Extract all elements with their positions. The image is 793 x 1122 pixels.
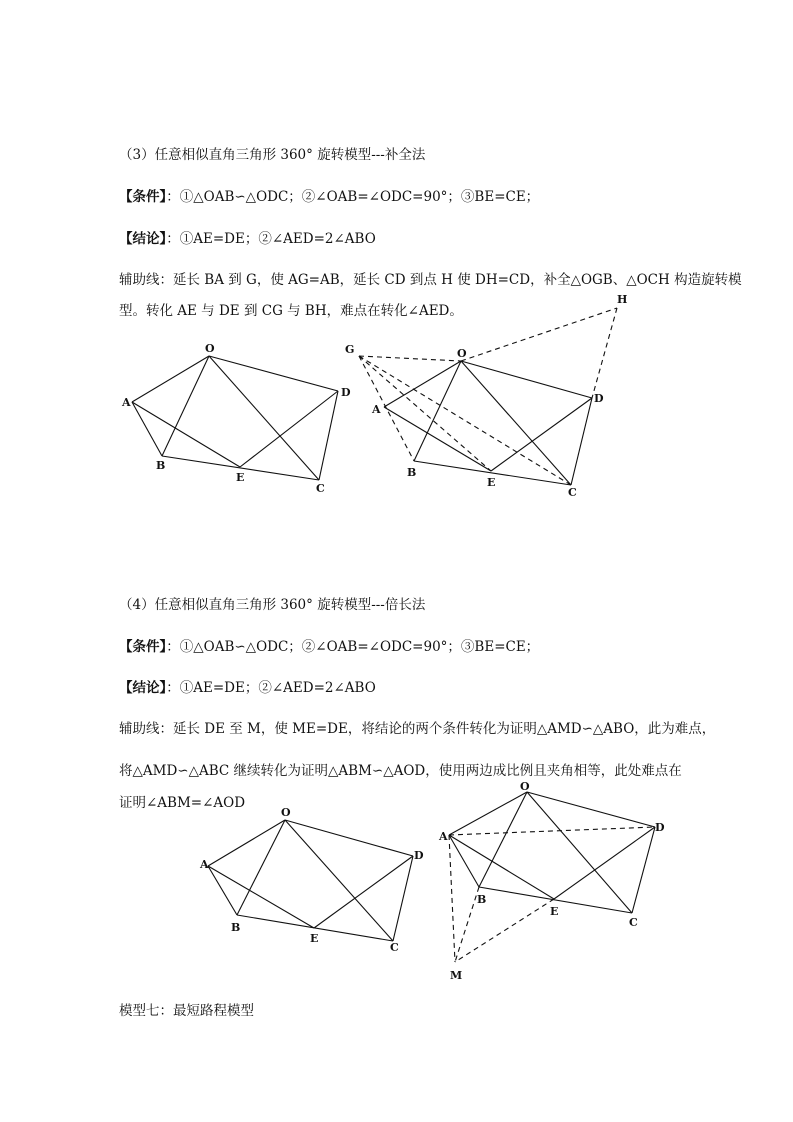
- condition-label: 【条件】: [119, 189, 167, 205]
- segment-OB: [162, 356, 209, 456]
- label-C: C: [390, 941, 399, 954]
- segment-OA: [132, 356, 209, 402]
- figure-3: [199, 806, 424, 954]
- label-B: B: [156, 459, 166, 472]
- figure-1: [121, 342, 351, 495]
- segment-GC: [359, 356, 571, 485]
- conclusion-label: 【结论】: [119, 680, 167, 696]
- segment-OD: [285, 820, 413, 856]
- segment-OB: [479, 792, 527, 887]
- segment-OC: [461, 361, 571, 485]
- label-D: D: [414, 849, 424, 862]
- label-O: O: [457, 347, 467, 360]
- section3-aux-line-1: 辅助线：延长 BA 到 G，使 AG=AB，延长 CD 到点 H 使 DH=CD，补全△OGB、△OCH 构造旋转模: [119, 272, 742, 288]
- label-M: M: [450, 969, 463, 982]
- segment-OD: [527, 792, 655, 827]
- condition-text: ：①△OAB∽△ODC；②∠OAB=∠ODC=90°；③BE=CE；: [166, 189, 540, 205]
- label-C: C: [629, 916, 638, 929]
- segment-AE: [384, 407, 491, 471]
- label-C: C: [568, 486, 577, 499]
- segment-EM: [455, 899, 554, 962]
- segment-OA: [384, 361, 461, 407]
- segment-AD: [449, 827, 655, 835]
- figure-4: [438, 780, 665, 982]
- segment-AE: [449, 835, 554, 899]
- segment-BM: [455, 887, 479, 962]
- label-C: C: [316, 482, 325, 495]
- label-A: A: [122, 396, 131, 409]
- label-O: O: [205, 342, 215, 355]
- segment-OA: [449, 792, 527, 835]
- segment-DC: [632, 827, 655, 913]
- label-D: D: [341, 386, 351, 399]
- label-G: G: [345, 343, 355, 356]
- segment-OB: [414, 361, 461, 461]
- segment-DE: [554, 827, 655, 899]
- segment-OH: [461, 308, 617, 361]
- segment-AB: [449, 835, 479, 887]
- label-E: E: [550, 905, 559, 918]
- label-E: E: [487, 476, 496, 489]
- segment-AB: [208, 866, 237, 915]
- condition-text: ：①△OAB∽△ODC；②∠OAB=∠ODC=90°；③BE=CE；: [166, 639, 540, 655]
- segment-HD: [592, 308, 617, 398]
- segment-OC: [285, 820, 393, 941]
- segment-GO: [359, 356, 461, 361]
- label-B: B: [477, 893, 487, 906]
- condition-label: 【条件】: [119, 639, 167, 655]
- conclusion-text: ：①AE=DE；②∠AED=2∠ABO: [166, 231, 376, 247]
- section4-aux-line-2: 将△AMD∽△ABC 继续转化为证明△ABM∽△AOD，使用两边成比例且夹角相等，此处难点在: [119, 763, 682, 779]
- label-B: B: [231, 921, 241, 934]
- segment-AM: [449, 835, 455, 962]
- segment-DE: [240, 391, 338, 467]
- section3-title: （3）任意相似直角三角形 360° 旋转模型---补全法: [119, 147, 426, 163]
- segment-OD: [209, 356, 338, 391]
- label-A: A: [200, 858, 209, 871]
- label-D: D: [594, 392, 604, 405]
- section4-title: （4）任意相似直角三角形 360° 旋转模型---倍长法: [119, 597, 426, 613]
- label-D: D: [655, 821, 665, 834]
- label-A: A: [372, 403, 381, 416]
- label-E: E: [236, 471, 245, 484]
- section4-aux-line-1: 辅助线：延长 DE 至 M，使 ME=DE，将结论的两个条件转化为证明△AMD∽△ABO，此为难点，: [119, 721, 716, 737]
- section3-aux-line-2: 型。转化 AE 与 DE 到 CG 与 BH，难点在转化∠AED。: [119, 303, 463, 319]
- segment-AE: [132, 402, 240, 467]
- figure-2: [345, 293, 627, 499]
- section4-aux-line-3: 证明∠ABM=∠AOD: [119, 795, 246, 811]
- label-O: O: [520, 780, 530, 793]
- conclusion-text: ：①AE=DE；②∠AED=2∠ABO: [166, 680, 376, 696]
- segment-OC: [527, 792, 632, 913]
- label-B: B: [407, 466, 417, 479]
- conclusion-label: 【结论】: [119, 231, 167, 247]
- label-A: A: [439, 830, 448, 843]
- segment-AB: [132, 402, 162, 456]
- label-E: E: [310, 932, 319, 945]
- label-O: O: [281, 806, 291, 819]
- segment-DC: [319, 391, 338, 480]
- segment-OD: [461, 361, 592, 398]
- label-H: H: [617, 293, 628, 306]
- model-seven-title: 模型七：最短路程模型: [119, 1003, 254, 1019]
